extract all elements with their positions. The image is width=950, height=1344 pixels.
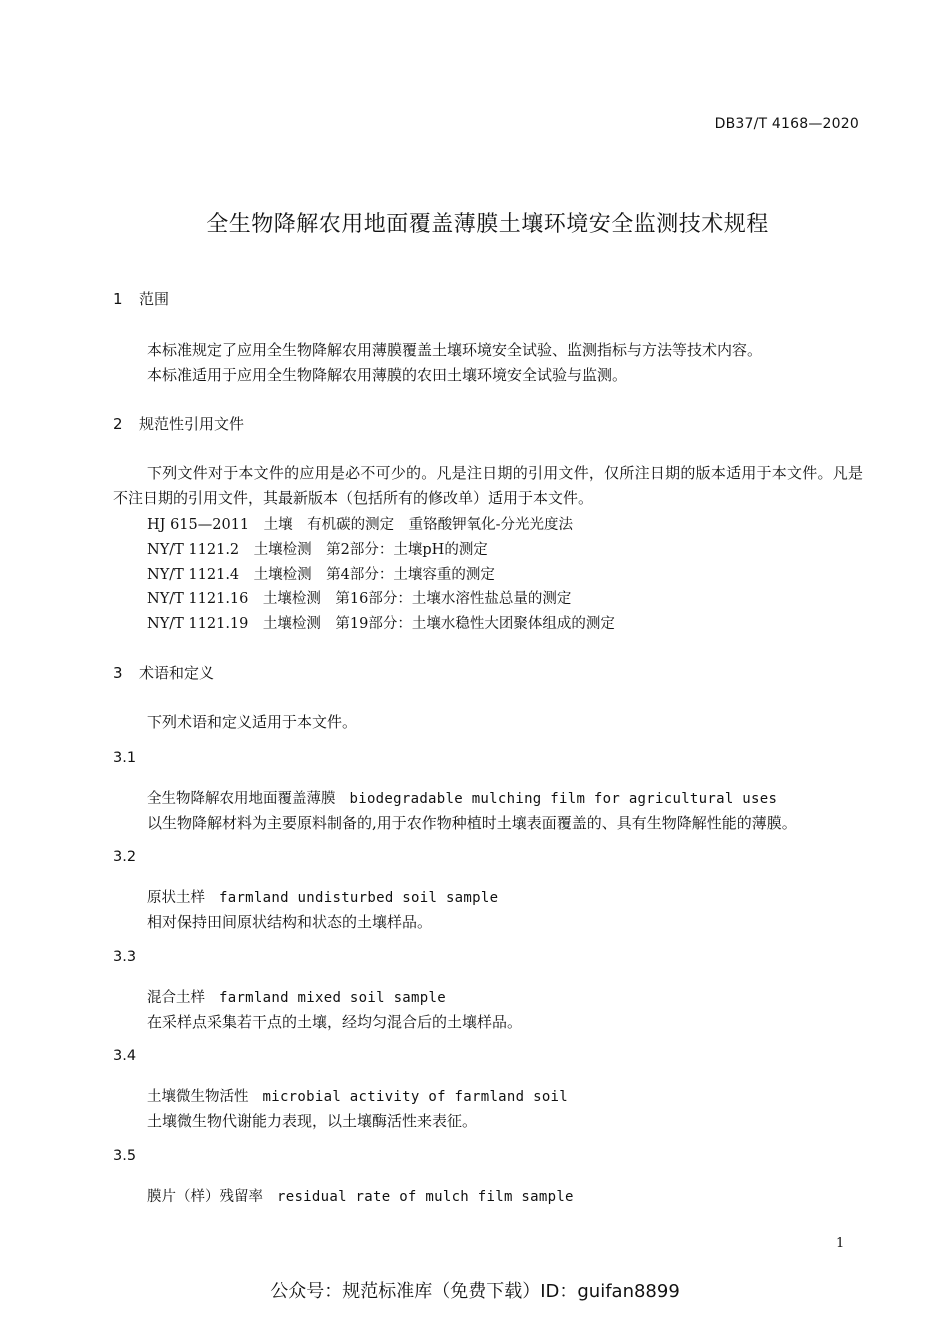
section-title: 规范性引用文件 <box>139 415 245 433</box>
term-number: 3.5 <box>113 1148 137 1164</box>
term-number: 3.4 <box>113 1048 137 1064</box>
section-1-paragraph-1: 本标准规定了应用全生物降解农用薄膜覆盖土壤环境安全试验、监测指标与方法等技术内容。 <box>147 341 763 359</box>
reference-item: NY/T 1121.19 土壤检测 第19部分：土壤水稳性大团聚体组成的测定 <box>147 616 615 632</box>
term-zh: 混合土样 <box>147 990 205 1006</box>
term-en: microbial activity of farmland soil <box>262 1089 569 1105</box>
term-heading <box>147 886 498 907</box>
term-number: 3.3 <box>113 949 137 965</box>
term-heading <box>147 1085 568 1106</box>
term-en: biodegradable mulching film for agricultural uses <box>349 791 778 807</box>
term-number: 3.1 <box>113 750 137 766</box>
term-en: residual rate of mulch film sample <box>277 1189 574 1205</box>
reference-item: NY/T 1121.16 土壤检测 第16部分：土壤水溶性盐总量的测定 <box>147 591 572 607</box>
term-zh: 土壤微生物活性 <box>147 1089 249 1105</box>
section-title: 术语和定义 <box>139 664 215 682</box>
standard-code: DB37/T 4168—2020 <box>714 116 859 132</box>
document-title: 全生物降解农用地面覆盖薄膜土壤环境安全监测技术规程 <box>206 212 769 237</box>
footer-watermark: 公众号：规范标准库（免费下载）ID：guifan8899 <box>270 1281 680 1302</box>
term-en: farmland undisturbed soil sample <box>219 890 499 906</box>
section-number: 1 <box>113 290 123 308</box>
term-definition: 以生物降解材料为主要原料制备的,用于农作物种植时土壤表面覆盖的、具有生物降解性能的薄膜。 <box>147 814 797 832</box>
section-1-heading <box>113 288 169 309</box>
reference-item: NY/T 1121.2 土壤检测 第2部分：土壤pH的测定 <box>147 542 488 558</box>
term-definition: 相对保持田间原状结构和状态的土壤样品。 <box>147 913 433 931</box>
reference-item: NY/T 1121.4 土壤检测 第4部分：土壤容重的测定 <box>147 567 495 583</box>
section-number: 2 <box>113 415 123 433</box>
term-heading <box>147 787 777 808</box>
term-zh: 原状土样 <box>147 890 205 906</box>
page-number: 1 <box>836 1236 845 1251</box>
term-zh: 膜片（样）残留率 <box>147 1189 263 1205</box>
section-2-intro: 下列文件对于本文件的应用是必不可少的。凡是注日期的引用文件，仅所注日期的版本适用于本文件。凡是不注日期的引用文件，其最新版本（包括所有的修改单）适用于本文件。 <box>113 464 863 507</box>
term-zh: 全生物降解农用地面覆盖薄膜 <box>147 791 336 807</box>
section-title: 范围 <box>139 290 170 308</box>
section-number: 3 <box>113 664 123 682</box>
section-3-heading <box>113 662 214 683</box>
section-2-heading <box>113 413 244 434</box>
section-1-paragraph-2: 本标准适用于应用全生物降解农用薄膜的农田土壤环境安全试验与监测。 <box>147 366 628 384</box>
term-definition: 在采样点采集若干点的土壤，经均匀混合后的土壤样品。 <box>147 1013 523 1031</box>
term-heading <box>147 1185 574 1206</box>
reference-item: HJ 615—2011 土壤 有机碳的测定 重铬酸钾氧化-分光光度法 <box>147 517 574 533</box>
term-number: 3.2 <box>113 849 137 865</box>
term-heading <box>147 986 446 1007</box>
section-3-intro: 下列术语和定义适用于本文件。 <box>147 713 358 731</box>
term-definition: 土壤微生物代谢能力表现，以土壤酶活性来表征。 <box>147 1112 478 1130</box>
term-en: farmland mixed soil sample <box>219 990 446 1006</box>
